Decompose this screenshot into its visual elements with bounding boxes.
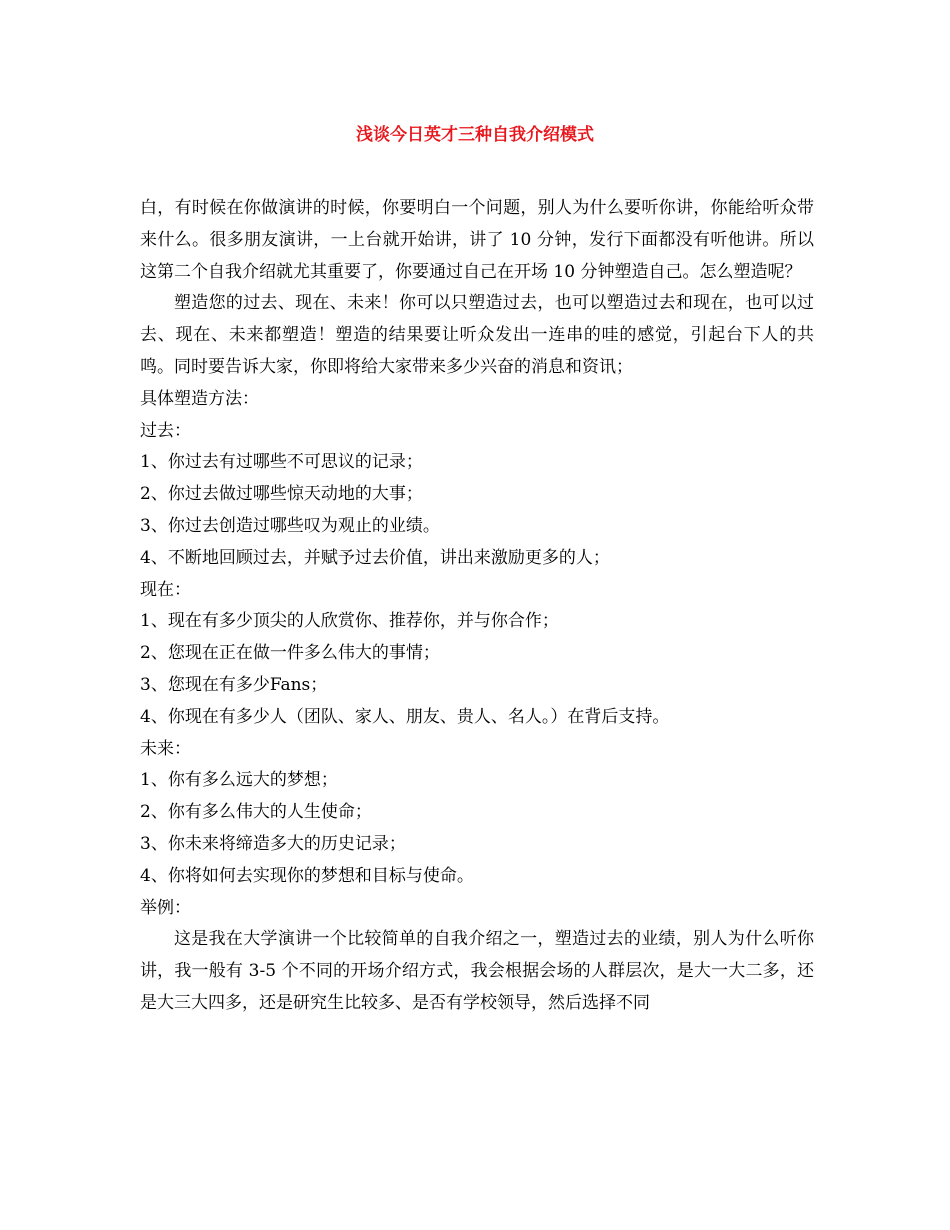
list-item-future-1: 1、你有多么远大的梦想；: [140, 770, 338, 791]
list-item-past-3: 3、你过去创造过哪些叹为观止的业绩。: [140, 515, 440, 536]
list-item-future-4: 4、你将如何去实现你的梦想和目标与使命。: [140, 865, 474, 886]
list-item-past-4: 4、不断地回顾过去，并赋予过去价值，讲出来激励更多的人；: [140, 547, 610, 568]
list-item-present-1: 1、现在有多少顶尖的人欣赏你、推荐你，并与你合作；: [140, 611, 559, 632]
paragraph-continuation: 白，有时候在你做演讲的时候，你要明白一个问题，别人为什么要听你讲，你能给听众带来什么。很多朋友演讲，一上台就开始讲，讲了 10 分钟，发行下面都没有听他讲。所以这第二个自我介绍就尤其重要了，你要通过自己在开场 10 分钟塑造自己。怎么塑造呢？: [140, 198, 814, 282]
section-heading-future: 未来：: [140, 738, 191, 759]
section-heading-example: 举例：: [140, 897, 191, 918]
paragraph-shaping: 塑造您的过去、现在、未来！你可以只塑造过去，也可以塑造过去和现在，也可以过去、现在、未来都塑造！塑造的结果要让听众发出一连串的哇的感觉，引起台下人的共鸣。同时要告诉大家，你即将给大家带来多少兴奋的消息和资讯；: [140, 293, 814, 377]
list-item-present-4: 4、你现在有多少人（团队、家人、朋友、贵人、名人。）在背后支持。: [140, 706, 670, 727]
paragraph-example: 这是我在大学演讲一个比较简单的自我介绍之一，塑造过去的业绩，别人为什么听你讲，我一般有 3-5 个不同的开场介绍方式，我会根据会场的人群层次，是大一大二多，还是大三大四多，还是研究生比较多、是否有学校领导，然后选择不同: [140, 929, 814, 1013]
list-item-present-3: 3、您现在有多少Fans；: [140, 674, 328, 695]
section-heading-past: 过去：: [140, 420, 191, 441]
document-title: 浅谈今日英才三种自我介绍模式: [356, 125, 594, 145]
list-item-future-2: 2、你有多么伟大的人生使命；: [140, 802, 372, 823]
document-body: [140, 193, 814, 1020]
section-heading-methods: 具体塑造方法：: [140, 388, 259, 409]
list-item-future-3: 3、你未来将缔造多大的历史记录；: [140, 833, 406, 854]
list-item-past-2: 2、你过去做过哪些惊天动地的大事；: [140, 484, 423, 505]
list-item-past-1: 1、你过去有过哪些不可思议的记录；: [140, 452, 423, 473]
section-heading-present: 现在：: [140, 579, 191, 600]
list-item-present-2: 2、您现在正在做一件多么伟大的事情；: [140, 643, 440, 664]
